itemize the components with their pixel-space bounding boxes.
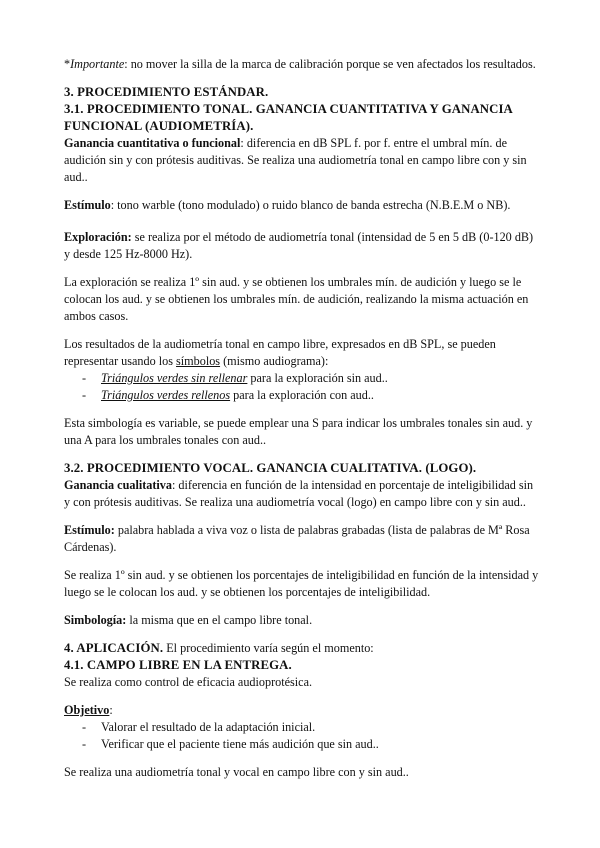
results-para-line1: Los resultados de la audiometría tonal en campo libre, expresados en dB SPL, se pueden: [64, 337, 496, 351]
stimulus-tonal: Estímulo: tono warble (tono modulado) o ruido blanco de banda estrecha (N.B.E.M o NB).: [64, 198, 511, 212]
exploration-line1: Exploración: se realiza por el método de audiometría tonal (intensidad de 5 en 5 dB (0-120 dB): [64, 230, 534, 244]
exploration-para-line1: La exploración se realiza 1º sin aud. y se obtienen los umbrales mín. de audición y luego se le: [64, 275, 522, 289]
section-3-1-heading-line1: 3.1. PROCEDIMIENTO TONAL. GANANCIA CUANTITATIVA Y GANANCIA: [64, 102, 513, 116]
quantitative-gain-line1: Ganancia cuantitativa o funcional: diferencia en dB SPL f. por f. entre el umbral mín. de: [64, 136, 507, 150]
vocal-para-line1: Se realiza 1º sin aud. y se obtienen los porcentajes de inteligibilidad en función de la intensidad y: [64, 568, 539, 582]
stimulus-label: Estímulo: [64, 198, 111, 212]
bullet-dash: -: [82, 720, 87, 734]
exploration-para-line2: colocan los aud. y se obtienen los umbrales mín. de audición, realizando la misma actuación en: [64, 292, 529, 306]
objective-label: Objetivo: [64, 703, 110, 717]
stimulus-vocal-line1: Estímulo: palabra hablada a viva voz o lista de palabras grabadas (lista de palabras de Mª Rosa: [64, 523, 530, 537]
vocal-para-line2: luego se le colocan los aud. y se obtienen los porcentajes de inteligibilidad.: [64, 585, 431, 599]
section-3-1-heading-line2: FUNCIONAL (AUDIOMETRÍA).: [64, 119, 254, 133]
quantitative-gain-line2: audición sin y con prótesis auditivas. Se realiza una audiometría tonal en campo libre con y sin: [64, 153, 527, 167]
qualitative-gain-line1: Ganancia cualitativa: diferencia en función de la intensidad en porcentaje de inteligibilidad sin: [64, 478, 534, 492]
bullet-dash: -: [82, 737, 87, 751]
stimulus-vocal-label: Estímulo:: [64, 523, 115, 537]
quantitative-gain-label: Ganancia cuantitativa o funcional: [64, 136, 241, 150]
section-3-heading: 3. PROCEDIMIENTO ESTÁNDAR.: [64, 85, 269, 99]
symbols-link-text: símbolos: [176, 354, 221, 368]
important-note: [64, 56, 544, 73]
vocal-symbology-label: Simbología:: [64, 613, 127, 627]
qualitative-gain-label: Ganancia cualitativa: [64, 478, 172, 492]
objective-item-2: Verificar que el paciente tiene más audición que sin aud..: [101, 737, 379, 751]
section-4-heading: 4. APLICACIÓN. El procedimiento varía según el momento:: [64, 641, 374, 655]
exploration-line2: y desde 125 Hz-8000 Hz).: [64, 247, 193, 261]
bullet-dash: -: [82, 388, 87, 402]
objective-item-1: Valorar el resultado de la adaptación inicial.: [101, 720, 316, 734]
note-text: : no mover la silla de la marca de calibración porque se ven afectados los resultados.: [124, 57, 536, 71]
results-para-line2: representar usando los símbolos (mismo audiograma):: [64, 354, 329, 368]
qualitative-gain-line2: y con prótesis auditivas. Se realiza una audiometría vocal (logo) en campo libre con y sin aud..: [64, 495, 526, 509]
quantitative-gain-line3: aud..: [64, 170, 88, 184]
bullet-unfilled-triangles: Triángulos verdes sin rellenar para la exploración sin aud..: [101, 371, 388, 385]
section-4-1-heading: 4.1. CAMPO LIBRE EN LA ENTREGA.: [64, 658, 292, 672]
final-line: Se realiza una audiometría tonal y vocal en campo libre con y sin aud..: [64, 765, 409, 779]
bullet-dash: -: [82, 371, 87, 385]
stimulus-vocal-line2: Cárdenas).: [64, 540, 117, 554]
bullet-filled-triangles: Triángulos verdes rellenos para la exploración con aud..: [101, 388, 374, 402]
symbology-para-line2: una A para los umbrales tonales con aud..: [64, 433, 267, 447]
note-asterisk: *: [64, 57, 71, 71]
vocal-symbology: Simbología: la misma que en el campo libre tonal.: [64, 613, 313, 627]
note-label: Importante: [70, 57, 125, 71]
objective-heading: Objetivo:: [64, 703, 113, 717]
exploration-label: Exploración:: [64, 230, 132, 244]
section-3-2-heading: 3.2. PROCEDIMIENTO VOCAL. GANANCIA CUALITATIVA. (LOGO).: [64, 461, 477, 475]
symbology-para-line1: Esta simbología es variable, se puede emplear una S para indicar los umbrales tonales sin aud. y: [64, 416, 533, 430]
section-4-1-text: Se realiza como control de eficacia audioprotésica.: [64, 675, 313, 689]
exploration-para-line3: ambos casos.: [64, 309, 129, 323]
